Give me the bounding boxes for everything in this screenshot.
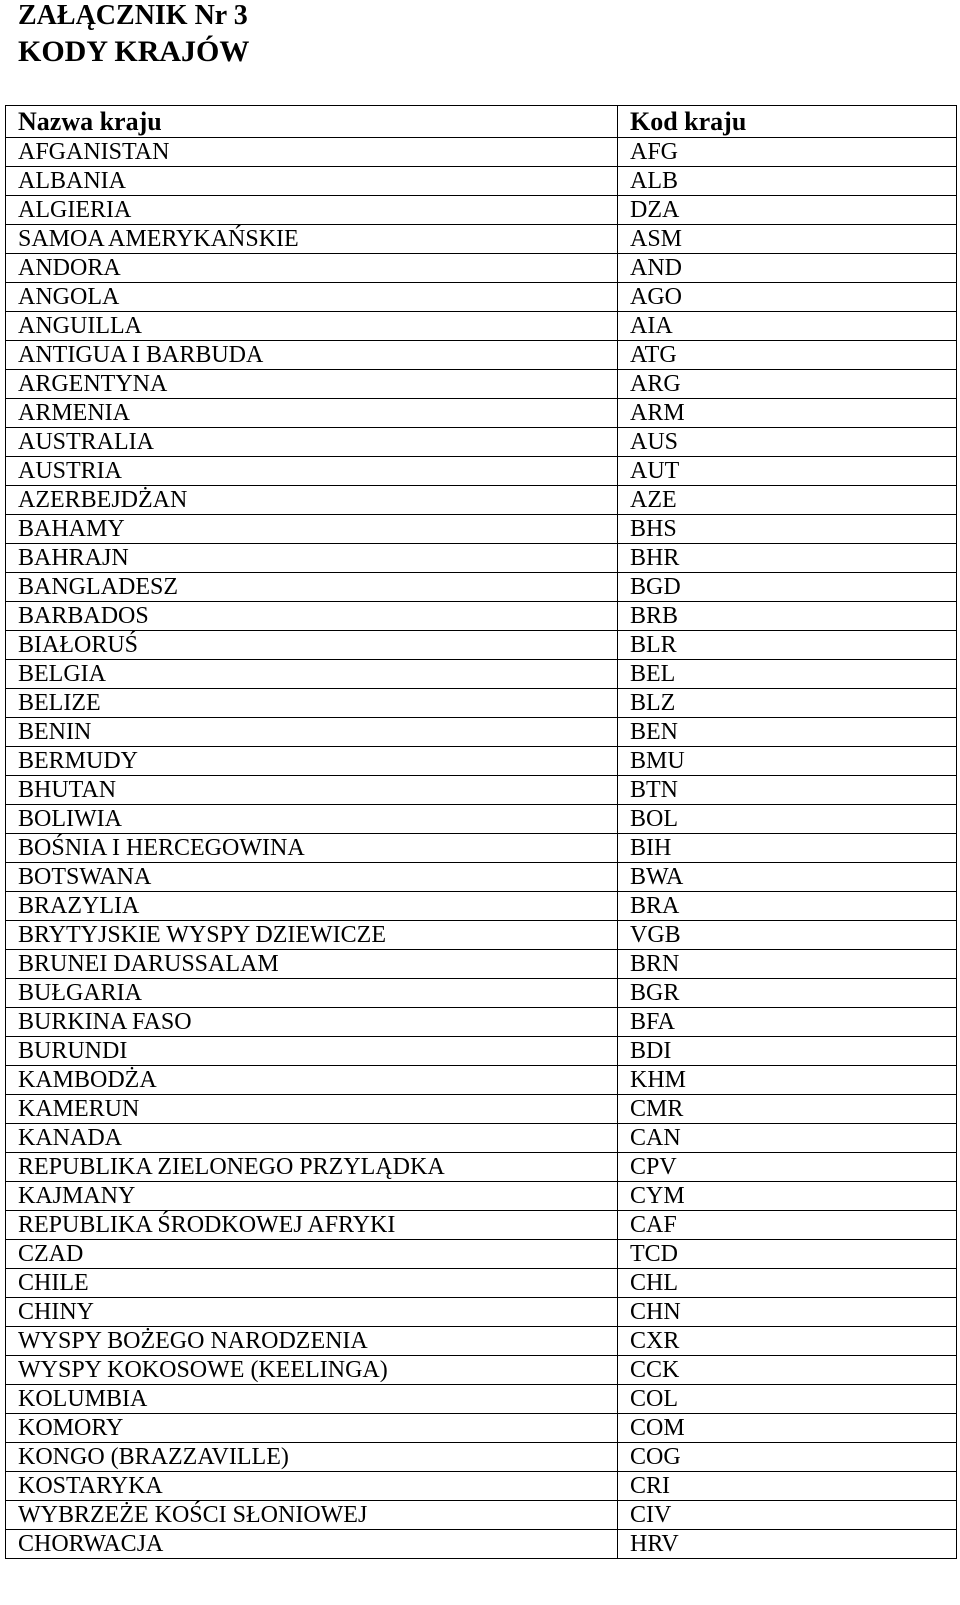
country-code-cell: BHS (618, 515, 957, 544)
table-row (6, 573, 957, 602)
country-code-cell: AZE (618, 486, 957, 515)
country-code-cell: CPV (618, 1153, 957, 1182)
country-code-cell: AUT (618, 457, 957, 486)
table-row (6, 1269, 957, 1298)
country-name-cell: REPUBLIKA ZIELONEGO PRZYLĄDKA (6, 1153, 618, 1182)
table-row (6, 341, 957, 370)
country-code-cell: COG (618, 1443, 957, 1472)
table-row (6, 283, 957, 312)
table-row (6, 1501, 957, 1530)
country-name-cell: BURUNDI (6, 1037, 618, 1066)
country-code-cell: BGD (618, 573, 957, 602)
table-row (6, 428, 957, 457)
country-name-cell: BHUTAN (6, 776, 618, 805)
country-code-cell: CIV (618, 1501, 957, 1530)
country-code-cell: CMR (618, 1095, 957, 1124)
table-row (6, 1356, 957, 1385)
country-name-cell: KOLUMBIA (6, 1385, 618, 1414)
table-row (6, 921, 957, 950)
country-name-cell: KOMORY (6, 1414, 618, 1443)
country-name-cell: BOŚNIA I HERCEGOWINA (6, 834, 618, 863)
country-name-cell: ANGUILLA (6, 312, 618, 341)
table-row (6, 1066, 957, 1095)
table-row (6, 1095, 957, 1124)
country-name-cell: WYSPY KOKOSOWE (KEELINGA) (6, 1356, 618, 1385)
table-row (6, 892, 957, 921)
country-code-cell: AFG (618, 138, 957, 167)
country-code-cell: BDI (618, 1037, 957, 1066)
country-code-cell: COL (618, 1385, 957, 1414)
country-code-cell: BLZ (618, 689, 957, 718)
country-name-cell: BANGLADESZ (6, 573, 618, 602)
table-row (6, 805, 957, 834)
table-row (6, 689, 957, 718)
country-code-cell: BEN (618, 718, 957, 747)
country-code-cell: BGR (618, 979, 957, 1008)
table-row (6, 196, 957, 225)
country-name-cell: BAHAMY (6, 515, 618, 544)
country-code-cell: CHL (618, 1269, 957, 1298)
country-name-cell: ANDORA (6, 254, 618, 283)
country-name-cell: BRAZYLIA (6, 892, 618, 921)
table-row (6, 1530, 957, 1559)
country-name-cell: AUSTRIA (6, 457, 618, 486)
country-name-cell: BOTSWANA (6, 863, 618, 892)
country-name-cell: WYSPY BOŻEGO NARODZENIA (6, 1327, 618, 1356)
country-code-cell: BMU (618, 747, 957, 776)
table-row (6, 515, 957, 544)
country-name-cell: BRUNEI DARUSSALAM (6, 950, 618, 979)
country-name-cell: KAMBODŻA (6, 1066, 618, 1095)
country-name-cell: ANTIGUA I BARBUDA (6, 341, 618, 370)
country-name-cell: ARMENIA (6, 399, 618, 428)
country-code-cell: TCD (618, 1240, 957, 1269)
country-code-cell: ARM (618, 399, 957, 428)
country-name-cell: ALBANIA (6, 167, 618, 196)
country-name-cell: BRYTYJSKIE WYSPY DZIEWICZE (6, 921, 618, 950)
table-row (6, 486, 957, 515)
country-code-cell: BFA (618, 1008, 957, 1037)
country-name-cell: ARGENTYNA (6, 370, 618, 399)
table-row (6, 631, 957, 660)
country-name-cell: CHORWACJA (6, 1530, 618, 1559)
country-code-cell: BWA (618, 863, 957, 892)
table-row (6, 1153, 957, 1182)
table-row (6, 1327, 957, 1356)
country-name-cell: CHILE (6, 1269, 618, 1298)
table-row (6, 863, 957, 892)
country-code-cell: CHN (618, 1298, 957, 1327)
table-row (6, 1414, 957, 1443)
table-row (6, 950, 957, 979)
country-code-cell: BEL (618, 660, 957, 689)
document-heading (18, 0, 249, 72)
country-name-cell: AFGANISTAN (6, 138, 618, 167)
table-row (6, 979, 957, 1008)
country-code-cell: ATG (618, 341, 957, 370)
table-row (6, 776, 957, 805)
table-row (6, 399, 957, 428)
country-code-cell: BHR (618, 544, 957, 573)
country-name-cell: WYBRZEŻE KOŚCI SŁONIOWEJ (6, 1501, 618, 1530)
country-code-cell: BRN (618, 950, 957, 979)
column-header-country-name: Nazwa kraju (6, 106, 618, 138)
table-row (6, 370, 957, 399)
country-name-cell: SAMOA AMERYKAŃSKIE (6, 225, 618, 254)
country-name-cell: AZERBEJDŻAN (6, 486, 618, 515)
country-name-cell: ANGOLA (6, 283, 618, 312)
table-row (6, 254, 957, 283)
country-name-cell: KAJMANY (6, 1182, 618, 1211)
country-code-cell: CAN (618, 1124, 957, 1153)
attachment-title: ZAŁĄCZNIK Nr 3 (18, 0, 248, 31)
table-row (6, 138, 957, 167)
country-name-cell: KOSTARYKA (6, 1472, 618, 1501)
country-code-cell: BIH (618, 834, 957, 863)
table-row (6, 718, 957, 747)
table-header-row (6, 106, 957, 138)
country-name-cell: ALGIERIA (6, 196, 618, 225)
country-code-cell: AND (618, 254, 957, 283)
table-row (6, 1124, 957, 1153)
country-code-cell: CAF (618, 1211, 957, 1240)
country-code-cell: AGO (618, 283, 957, 312)
country-code-cell: AUS (618, 428, 957, 457)
country-name-cell: KONGO (BRAZZAVILLE) (6, 1443, 618, 1472)
table-row (6, 1240, 957, 1269)
table-row (6, 1443, 957, 1472)
country-name-cell: BENIN (6, 718, 618, 747)
table-row (6, 225, 957, 254)
country-code-cell: CYM (618, 1182, 957, 1211)
country-name-cell: BIAŁORUŚ (6, 631, 618, 660)
table-row (6, 312, 957, 341)
table-row (6, 834, 957, 863)
country-code-cell: COM (618, 1414, 957, 1443)
country-name-cell: BAHRAJN (6, 544, 618, 573)
country-code-cell: CCK (618, 1356, 957, 1385)
country-name-cell: REPUBLIKA ŚRODKOWEJ AFRYKI (6, 1211, 618, 1240)
country-code-cell: BRB (618, 602, 957, 631)
country-name-cell: BERMUDY (6, 747, 618, 776)
country-name-cell: BURKINA FASO (6, 1008, 618, 1037)
table-row (6, 1008, 957, 1037)
country-codes-table (5, 105, 957, 1559)
table-row (6, 1472, 957, 1501)
column-header-country-code: Kod kraju (618, 106, 957, 138)
country-name-cell: AUSTRALIA (6, 428, 618, 457)
country-code-cell: BTN (618, 776, 957, 805)
country-code-cell: AIA (618, 312, 957, 341)
country-name-cell: CHINY (6, 1298, 618, 1327)
page-title: KODY KRAJÓW (18, 35, 250, 68)
country-name-cell: BELGIA (6, 660, 618, 689)
country-code-cell: KHM (618, 1066, 957, 1095)
country-name-cell: KANADA (6, 1124, 618, 1153)
country-name-cell: BARBADOS (6, 602, 618, 631)
country-code-cell: VGB (618, 921, 957, 950)
country-code-cell: ASM (618, 225, 957, 254)
table-row (6, 544, 957, 573)
table-row (6, 660, 957, 689)
table-row (6, 1298, 957, 1327)
country-code-cell: HRV (618, 1530, 957, 1559)
country-code-cell: BLR (618, 631, 957, 660)
country-name-cell: CZAD (6, 1240, 618, 1269)
table-row (6, 1037, 957, 1066)
country-name-cell: KAMERUN (6, 1095, 618, 1124)
country-code-cell: BRA (618, 892, 957, 921)
country-name-cell: BOLIWIA (6, 805, 618, 834)
table-row (6, 602, 957, 631)
table-row (6, 457, 957, 486)
table-row (6, 167, 957, 196)
table-row (6, 1182, 957, 1211)
country-code-cell: BOL (618, 805, 957, 834)
country-code-cell: ALB (618, 167, 957, 196)
country-name-cell: BUŁGARIA (6, 979, 618, 1008)
country-code-cell: CXR (618, 1327, 957, 1356)
table-row (6, 1385, 957, 1414)
table-row (6, 747, 957, 776)
country-code-cell: DZA (618, 196, 957, 225)
country-code-cell: CRI (618, 1472, 957, 1501)
table-body (6, 138, 957, 1559)
country-name-cell: BELIZE (6, 689, 618, 718)
table-row (6, 1211, 957, 1240)
country-code-cell: ARG (618, 370, 957, 399)
